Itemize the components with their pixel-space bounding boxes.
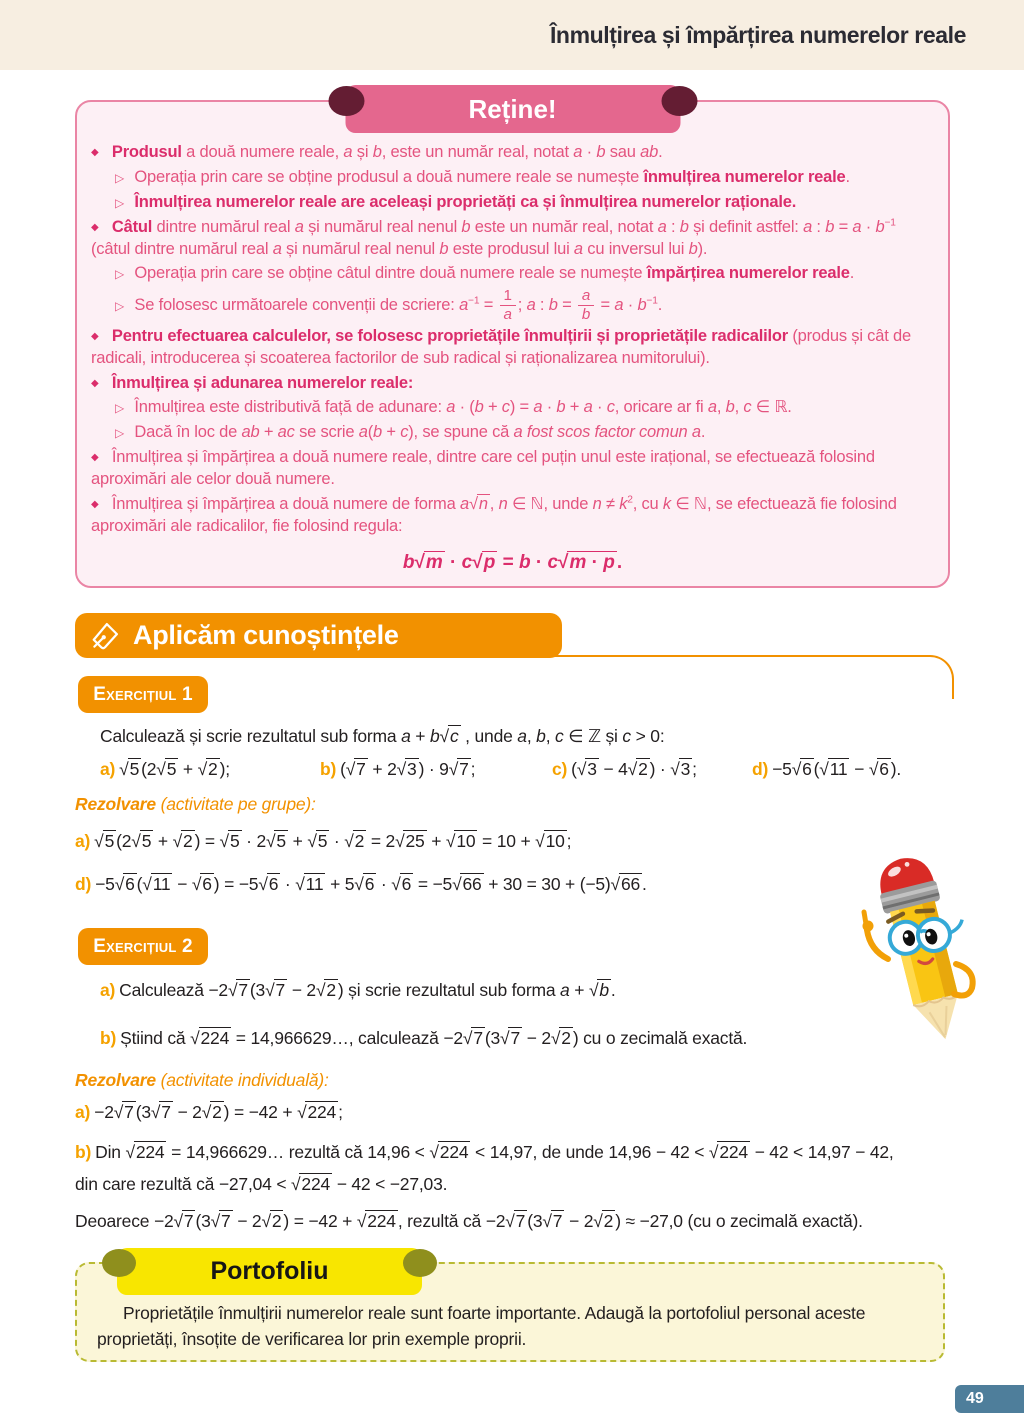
rezolvare-note: (activitate pe grupe): xyxy=(160,794,316,814)
diamond-bullet-icon: ◆ xyxy=(91,330,99,342)
solution-label: b) xyxy=(75,1141,92,1162)
diamond-bullet-icon: ◆ xyxy=(91,451,99,463)
retine-item-text: Se folosesc următoarele convenții de scriere: $a^{-1}$ = $\frac{1}{a}$ ; a : b = $\frac{a}{b}$ = $a \cdot b^{-1}$. xyxy=(134,287,663,324)
aplicam-banner-label: Aplicăm cunoștințele xyxy=(133,620,399,650)
rezolvare-label: Rezolvare xyxy=(75,1070,156,1090)
retine-item xyxy=(91,326,934,370)
diamond-bullet-icon: ◆ xyxy=(91,498,99,510)
triangle-bullet-icon: ▷ xyxy=(115,401,125,416)
retine-item xyxy=(91,373,934,395)
diamond-bullet-icon: ◆ xyxy=(91,377,99,389)
diamond-bullet-icon: ◆ xyxy=(91,221,99,233)
exercise-2-solution-b-line2: din care rezultă că −27,04 < √224 − 42 < −27,03. xyxy=(75,1174,448,1194)
page-title: Înmulțirea și împărțirea numerelor reale xyxy=(549,22,966,48)
portfolio-box xyxy=(75,1257,945,1362)
item-label: a) xyxy=(100,980,116,1000)
triangle-bullet-icon: ▷ xyxy=(115,170,125,185)
item-math: Calculează −2√7 (3√7 − 2√2 ) și scrie rezultatul sub forma a + √b . xyxy=(119,980,616,1000)
portfolio-text: Proprietățile înmulțirii numerelor reale sunt foarte importante. Adaugă la portofoliul personal aceste proprietăți, însoțite de verificarea lor prin exemple proprii. xyxy=(97,1303,866,1350)
item-math: (√3 − 4√2 ) · √3 ; xyxy=(571,759,697,779)
exercise-1-badge-label: Exercițiul 1 xyxy=(93,683,193,705)
retine-rule-formula: b√m · c√p = b · c√m · p . xyxy=(402,552,623,574)
exercise-2-badge xyxy=(78,928,208,965)
exercise-1-statement: Calculează și scrie rezultatul sub forma a + b√c , unde a, b, c ∈ ℤ și c > 0: xyxy=(100,726,665,746)
exercise-2-conclusion: Deoarece −2√7 (3√7 − 2√2 ) = −42 + √224 , rezultă că −2√7 (3√7 − 2√2 ) ≈ −27,0 (cu o zecimală exactă). xyxy=(75,1211,863,1231)
solution-math: √5 (2√5 + √2 ) = √5 · 2√5 + √5 · √2 = 2√25 + √10 = 10 + √10 ; xyxy=(94,831,572,851)
retine-item-text: Înmulțirea și adunarea numerelor reale: xyxy=(111,373,414,392)
solution-math: −2√7 (3√7 − 2√2 ) = −42 + √224 ; xyxy=(94,1102,343,1122)
solution-math: Din √224 = 14,966629… rezultă că 14,96 < √224 < 14,97, de unde 14,96 − 42 < √224 − 42 < 14,97 − 42, xyxy=(95,1141,894,1162)
retine-item xyxy=(115,167,934,189)
exercise-1-rezolvare xyxy=(75,794,980,815)
portfolio-ribbon-label: Portofoliu xyxy=(210,1257,329,1285)
retine-item-text: Înmulțirea este distributivă față de adunare: a · (b + c) = a · b + a · c, oricare ar fi a, b, c ∈ ℝ. xyxy=(134,398,792,417)
rezolvare-note: (activitate individuală): xyxy=(160,1070,329,1090)
solution-label: a) xyxy=(75,831,91,851)
retine-item xyxy=(115,192,934,214)
header-band xyxy=(0,0,1024,70)
aplicam-banner xyxy=(75,613,562,658)
pencil-mascot xyxy=(836,854,1011,1049)
solution-label: a) xyxy=(75,1102,91,1122)
retine-item-text: Produsul a două numere reale, a și b, este un număr real, notat a · b sau ab. xyxy=(111,143,663,161)
exercise-1-item xyxy=(752,759,901,780)
retine-item-text: Înmulțirea și împărțirea a două numere reale, dintre care cel puțin unul este irațional, se efectuează folosind aproximări ale celor două numere. xyxy=(91,447,875,488)
retine-item-text: Operația prin care se obține produsul a două numere reale se numește înmulțirea numerelor reale. xyxy=(134,167,850,186)
exercise-2-rezolvare xyxy=(75,1070,980,1091)
solution-line xyxy=(75,826,980,858)
retine-ribbon-label: Reține! xyxy=(468,93,557,124)
triangle-bullet-icon: ▷ xyxy=(115,195,125,210)
item-math: (√7 + 2√3 ) · 9√7 ; xyxy=(340,759,476,779)
exercise-1-badge xyxy=(78,676,208,713)
retine-item-text: Pentru efectuarea calculelor, se folosesc proprietățile înmulțirii și proprietățile radicalilor (produs și cât de radicali, introducerea și scoaterea factorilor de sub radical și raționalizarea numitorului). xyxy=(91,326,911,367)
pen-nib-icon xyxy=(90,621,120,651)
section-divider-line xyxy=(90,655,954,699)
exercise-2-solution-b-line1 xyxy=(75,1137,980,1169)
retine-item-text: Dacă în loc de ab + ac se scrie a(b + c), se spune că a fost scos factor comun a. xyxy=(134,423,706,442)
page-number: 49 xyxy=(966,1390,984,1407)
retine-item xyxy=(91,447,934,491)
diamond-bullet-icon: ◆ xyxy=(91,147,99,158)
portfolio-ribbon xyxy=(117,1248,422,1295)
exercise-2-solution-a xyxy=(75,1097,980,1129)
retine-item-text: Înmulțirea și împărțirea a două numere de forma a√n , n ∈ ℕ, unde $n \ne k^2$, cu k ∈ ℕ, se efectuează fie folosind aproximări ale radicalilor, fie folosind regula: xyxy=(91,494,897,535)
retine-item xyxy=(115,422,934,444)
item-label: a) xyxy=(100,759,116,779)
item-label: b) xyxy=(320,759,337,779)
retine-item xyxy=(115,288,934,323)
exercise-1-item xyxy=(320,759,552,780)
exercise-1-item xyxy=(552,759,752,780)
retine-item xyxy=(115,263,934,285)
item-label: c) xyxy=(552,759,568,779)
retine-item-text: Câtul dintre numărul real a și numărul real nenul b este un număr real, notat a : b și definit astfel: a : $b = a \cdot b^{-1}$ (câtul dintre numărul real a și numărul real nenul b este produsul lui a cu inversul lui b). xyxy=(91,217,896,258)
retine-item xyxy=(115,397,934,419)
item-label: d) xyxy=(752,759,769,779)
triangle-bullet-icon: ▷ xyxy=(115,267,125,282)
retine-item xyxy=(91,142,934,164)
pencil-body-group xyxy=(871,854,989,1046)
item-math: √5 (2√5 + √2 ); xyxy=(119,759,230,779)
exercise-2-badge-label: Exercițiul 2 xyxy=(93,935,193,957)
solution-label: d) xyxy=(75,873,92,894)
retine-item-text: Operația prin care se obține câtul dintre două numere reale se numește împărțirea numerelor reale. xyxy=(134,264,855,283)
retine-box xyxy=(75,93,950,588)
item-label: b) xyxy=(100,1027,117,1048)
item-math: −5√6 (√11 − √6 ). xyxy=(772,759,902,779)
rezolvare-label: Rezolvare xyxy=(75,794,156,814)
solution-math: −5√6 (√11 − √6 ) = −5√6 · √11 + 5√6 · √6 = −5√66 + 30 = 30 + (−5)√66 . xyxy=(95,873,647,894)
exercise-1-item xyxy=(100,759,320,780)
item-math: Știind că √224 = 14,966629…, calculează −2√7 (3√7 − 2√2 ) cu o zecimală exactă. xyxy=(120,1027,748,1048)
triangle-bullet-icon: ▷ xyxy=(115,298,125,313)
retine-ribbon xyxy=(345,85,680,133)
retine-item xyxy=(91,493,934,537)
retine-list xyxy=(77,102,948,546)
triangle-bullet-icon: ▷ xyxy=(115,426,125,441)
page-number-badge xyxy=(955,1385,1024,1413)
retine-item xyxy=(91,216,934,260)
exercise-1-items xyxy=(100,759,980,780)
retine-item-text: Înmulțirea numerelor reale are aceleași proprietăți ca și înmulțirea numerelor raționale. xyxy=(134,192,797,211)
